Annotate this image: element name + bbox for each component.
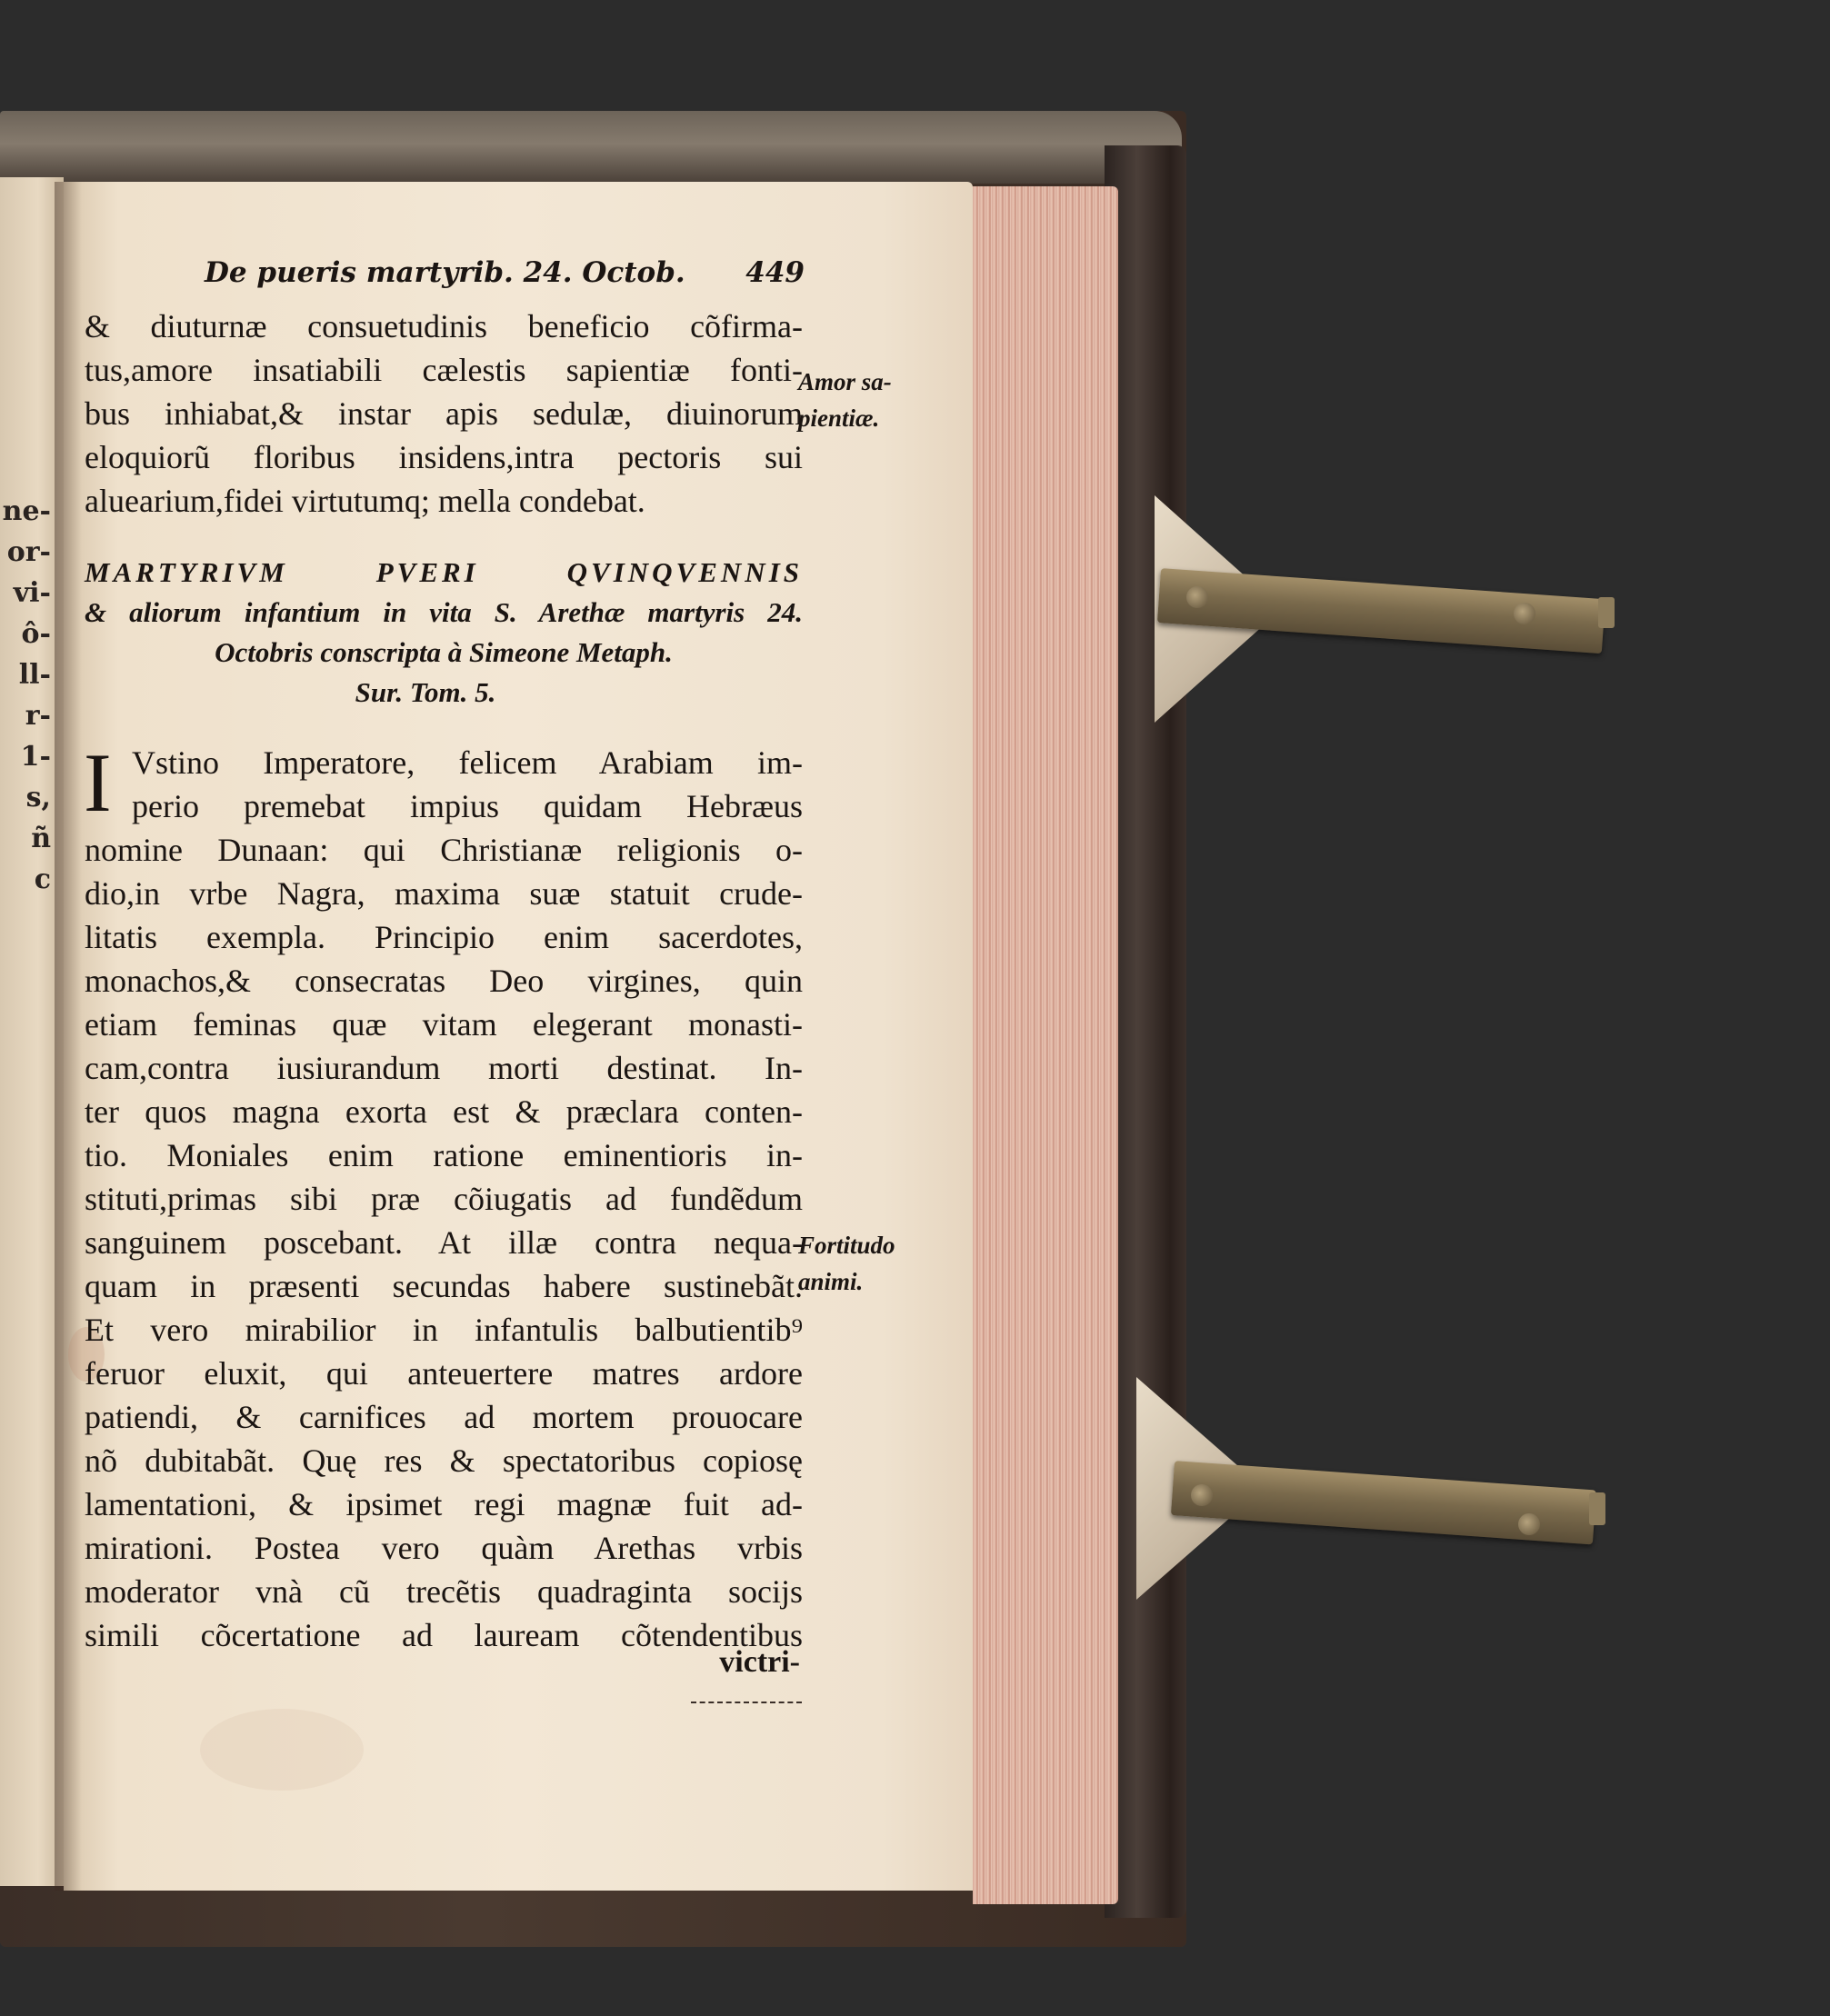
marginal-note	[798, 364, 892, 436]
text-line: perio premebat impius quidam Hebræus	[132, 788, 803, 824]
text-line: dio,in vrbe Nagra, maxima suæ statuit crude-	[85, 875, 803, 912]
text-line: & diuturnæ consuetudinis beneficio cõfirma-	[85, 308, 803, 344]
left-fragment: or-	[6, 536, 51, 568]
marginal-line: Fortitudo	[798, 1232, 895, 1259]
text-line: quam in præsenti secundas habere sustinebãt.	[85, 1268, 803, 1304]
page-number: 449	[745, 256, 805, 289]
text-line: aluearium,fidei virtutumq; mella condebat.	[85, 483, 645, 519]
marginal-note	[798, 1227, 895, 1300]
clasp-hook	[1589, 1492, 1605, 1525]
catchword-text: victri-	[719, 1645, 800, 1679]
left-fragment: vi-	[13, 577, 51, 609]
text-line: etiam feminas quæ vitam elegerant monasti-	[85, 1006, 803, 1043]
text-line: tio. Moniales enim ratione eminentioris in-	[85, 1137, 803, 1173]
text-line: sanguinem poscebant. At illæ contra nequa-	[85, 1224, 803, 1261]
left-fragment: s,	[25, 782, 51, 813]
text-line: moderator vnà cũ trecẽtis quadraginta socijs	[85, 1573, 803, 1610]
text-line: simili cõcertatione ad lauream cõtendentibus	[85, 1617, 803, 1653]
text-line: patiendi, & carnifices ad mortem prouocare	[85, 1399, 803, 1435]
clasp-rivet	[1514, 603, 1535, 624]
text-line: eloquiorũ floribus insidens,intra pectoris sui	[85, 439, 803, 475]
clasp-rivet	[1518, 1513, 1540, 1535]
marginal-line: pientiæ.	[798, 404, 880, 432]
left-fragment: ne-	[2, 495, 51, 527]
left-fragment: c	[34, 863, 51, 895]
text-line: Et vero mirabilior in infantulis balbutientib⁹	[85, 1312, 803, 1348]
text-line: lamentationi, & ipsimet regi magnæ fuit ad-	[85, 1486, 803, 1522]
stain	[200, 1709, 364, 1791]
text-line: nõ dubitabãt. Quę res & spectatoribus copiosę	[85, 1442, 803, 1479]
running-head-title: De pueris martyrib. 24. Octob.	[205, 256, 685, 289]
clasp-rivet	[1186, 586, 1208, 608]
text-line: feruor eluxit, qui anteuertere matres ardore	[85, 1355, 803, 1392]
catchword-rule	[691, 1702, 802, 1706]
text-line: bus inhiabat,& instar apis sedulæ, diuinorum	[85, 395, 803, 432]
page-block-edges	[973, 186, 1118, 1904]
text-line: mirationi. Postea vero quàm Arethas vrbis	[85, 1530, 803, 1566]
upper-clasp	[1155, 495, 1645, 723]
left-fragment: ô-	[21, 618, 51, 650]
heading-line: Octobris conscripta à Simeone Metaph.	[215, 636, 673, 668]
heading-line: Sur. Tom. 5.	[355, 676, 496, 708]
text-line: cam,contra iusiurandum morti destinat. In-	[85, 1050, 803, 1086]
paragraph-2	[84, 736, 803, 1657]
left-fragment: ll-	[18, 659, 51, 691]
left-fragment: ñ	[31, 823, 51, 854]
text-line: nomine Dunaan: qui Christianæ religionis o-	[85, 832, 803, 868]
paragraph-1	[85, 304, 803, 523]
lower-clasp	[1136, 1377, 1627, 1604]
text-line: stituti,primas sibi præ cõiugatis ad fundẽdum	[85, 1181, 803, 1217]
running-head	[205, 256, 805, 302]
gutter-shadow	[55, 182, 82, 1891]
text-line: tus,amore insatiabili cælestis sapientiæ fonti-	[85, 352, 803, 388]
section-heading	[85, 556, 803, 716]
clasp-rivet	[1191, 1484, 1213, 1506]
text-line: Vstino Imperatore, felicem Arabiam im-	[132, 744, 803, 781]
heading-line: & aliorum infantium in vita S. Arethæ martyris 24.	[85, 596, 803, 628]
text-line: monachos,& consecratas Deo virgines, quin	[85, 963, 803, 999]
clasp-hook	[1598, 597, 1615, 628]
text-line: ter quos magna exorta est & præclara conten-	[85, 1093, 803, 1130]
left-fragment: r-	[25, 700, 51, 732]
marginal-line: animi.	[798, 1268, 864, 1295]
book-top-edge	[0, 111, 1182, 184]
text-line: litatis exempla. Principio enim sacerdotes,	[85, 919, 803, 955]
heading-line: MARTYRIVM PVERI QVINQVENNIS	[85, 556, 803, 588]
catchword	[673, 1645, 800, 1680]
left-fragment: 1-	[20, 741, 51, 773]
marginal-line: Amor sa-	[798, 368, 892, 395]
drop-cap: I	[84, 736, 112, 829]
